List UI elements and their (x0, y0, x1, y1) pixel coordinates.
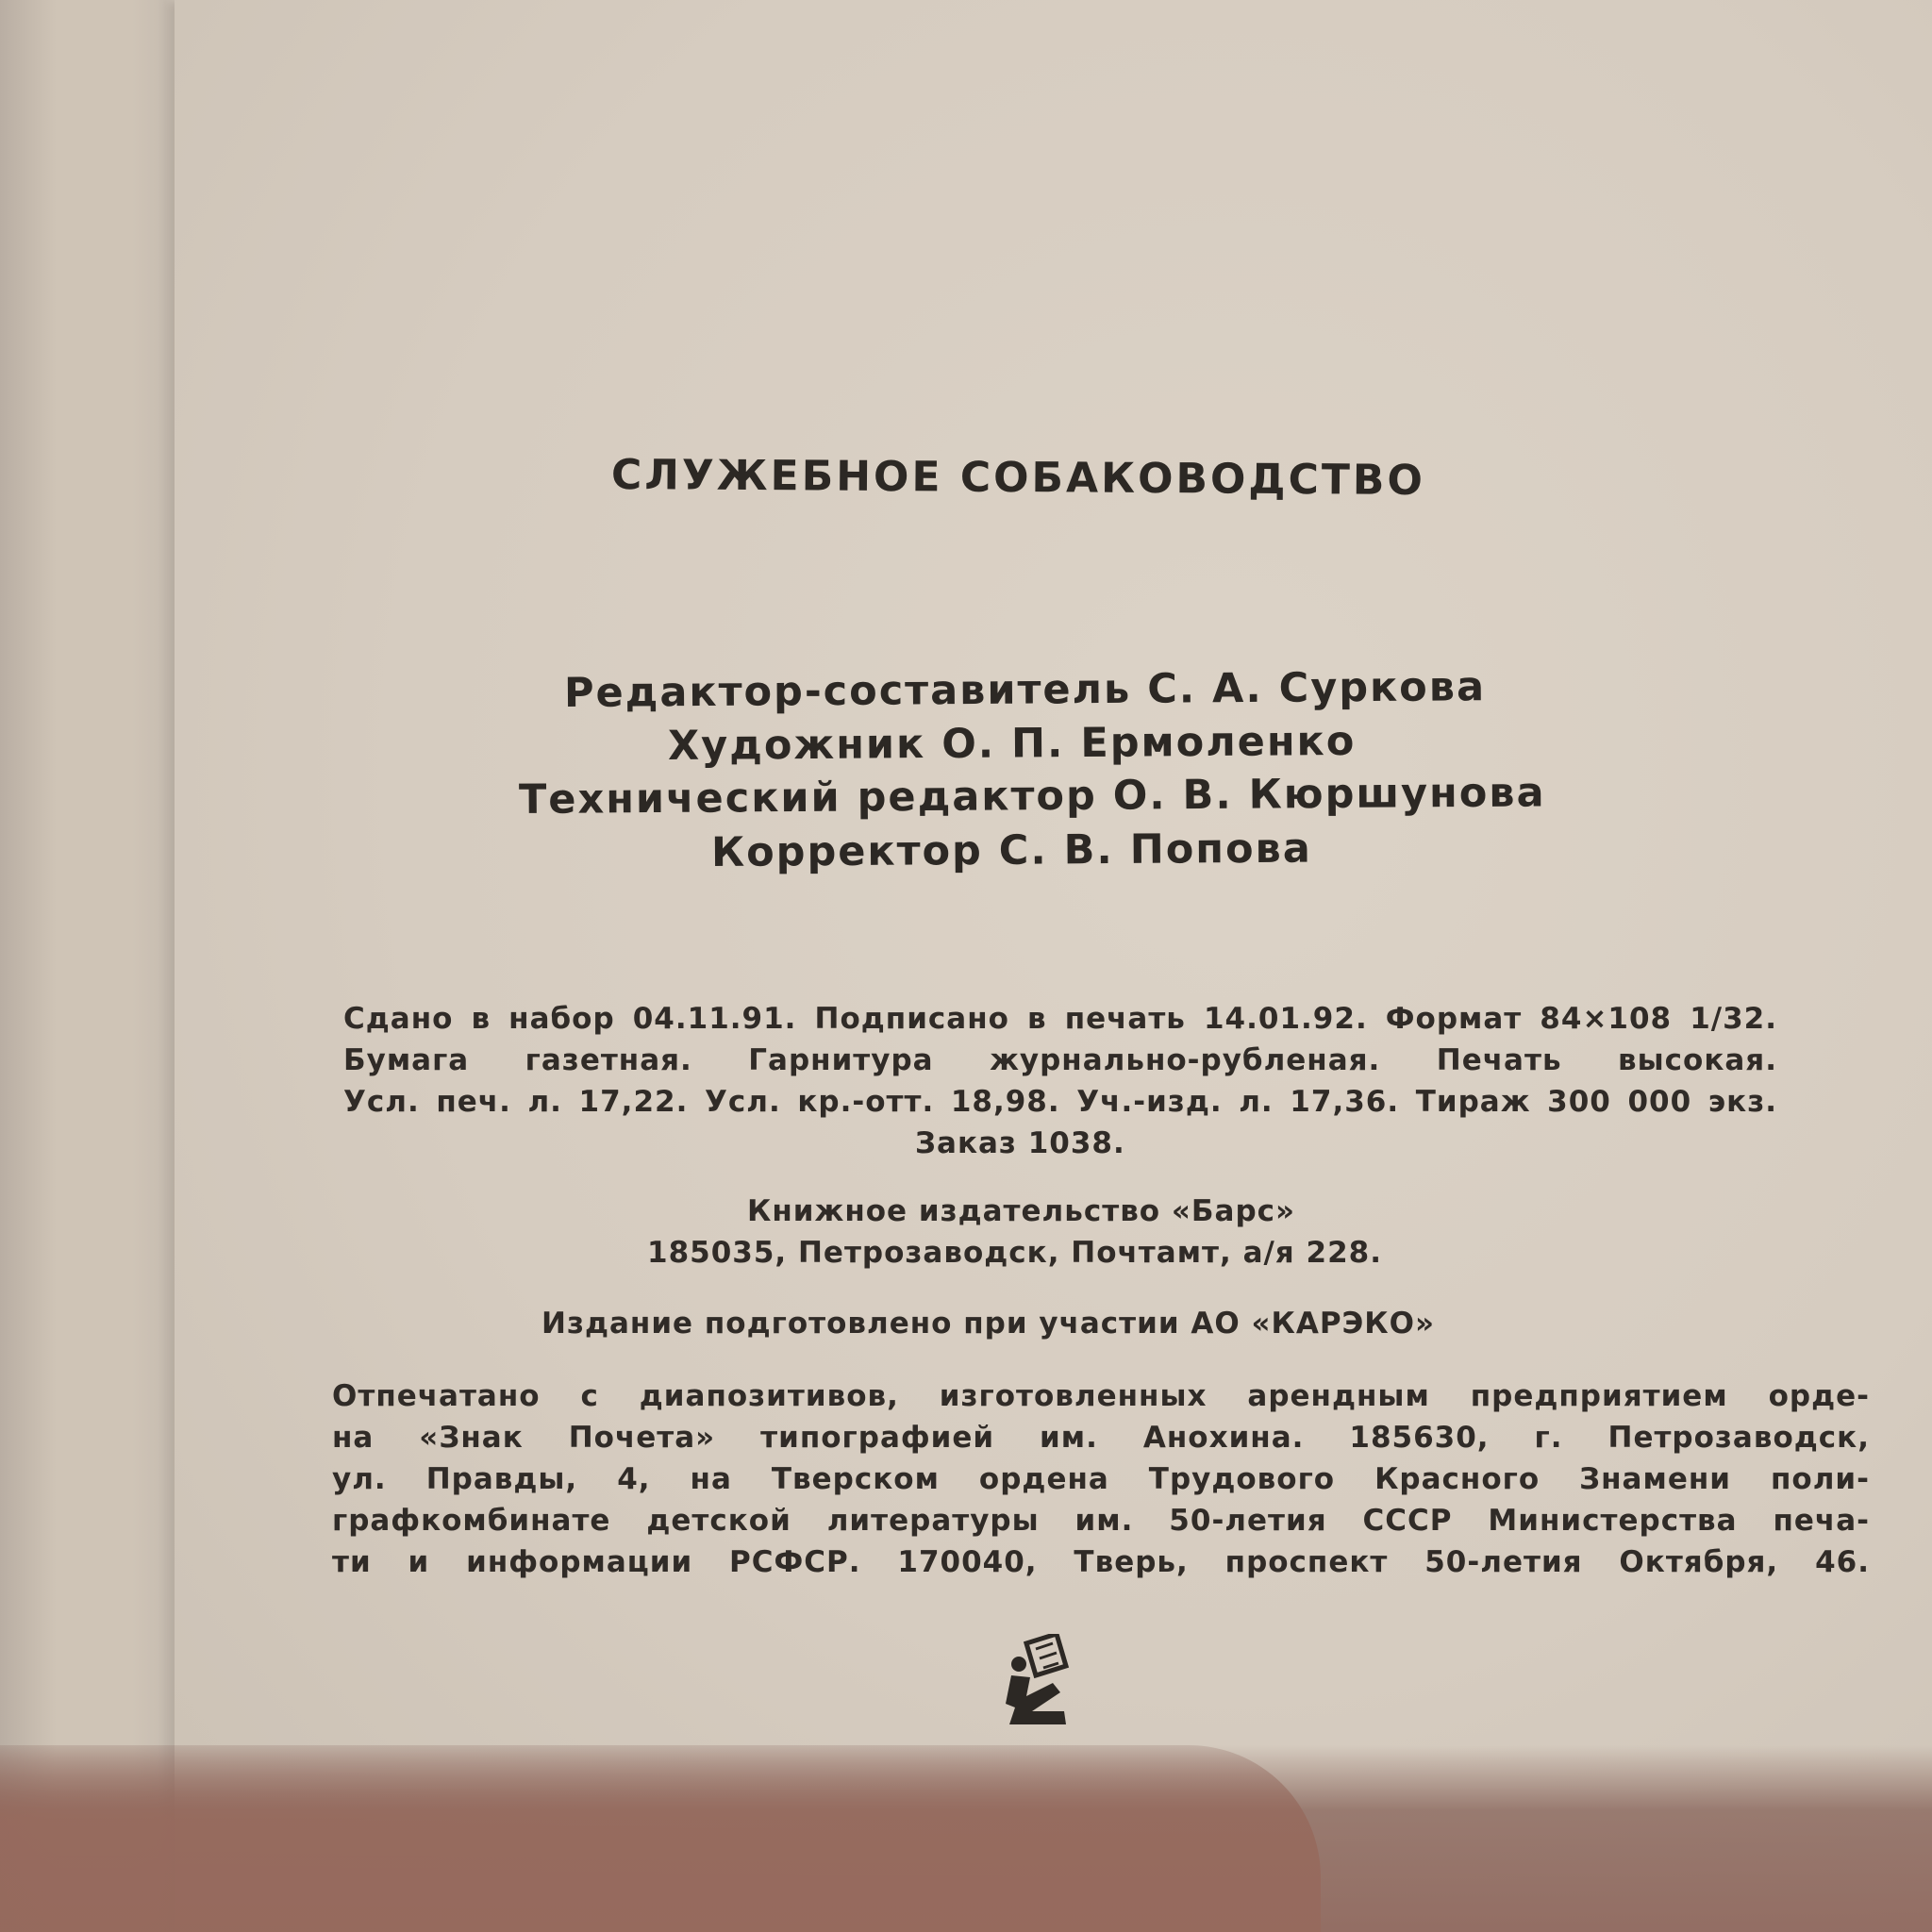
order-number: Заказ 1038. (915, 1126, 1125, 1160)
hand-shadow-left (0, 1745, 1321, 1932)
printing-details-line: Усл. печ. л. 17,22. Усл. кр.-отт. 18,98. Уч.-изд. л. 17,36. Тираж 300 000 экз. (343, 1085, 1777, 1119)
printing-details-line: Сдано в набор 04.11.91. Подписано в печать 14.01.92. Формат 84×108 1/32. (343, 1002, 1777, 1036)
credit-proofreader: Корректор С. В. Попова (710, 824, 1312, 876)
credit-artist: Художник О. П. Ермоленко (667, 717, 1357, 770)
printer-info-line: на «Знак Почета» типографией им. Анохина. 185630, г. Петрозаводск, (332, 1421, 1870, 1455)
printing-press-logo-icon (998, 1634, 1083, 1728)
printer-info-line: Отпечатано с диапозитивов, изготовленных арендным предприятием орде- (332, 1379, 1870, 1413)
credit-technical-editor: Технический редактор О. В. Кюршунова (518, 769, 1546, 824)
credit-editor-compiler: Редактор-составитель С. А. Суркова (563, 663, 1487, 717)
publisher-address: 185035, Петрозаводск, Почтамт, а/я 228. (647, 1236, 1382, 1270)
participation-note: Издание подготовлено при участии АО «КАРЭКО» (541, 1307, 1436, 1341)
book-title: СЛУЖЕБНОЕ СОБАКОВОДСТВО (610, 451, 1426, 506)
publisher-name: Книжное издательство «Барс» (747, 1194, 1296, 1228)
printing-details-line: Бумага газетная. Гарнитура журнально-рубленая. Печать высокая. (343, 1043, 1777, 1077)
printer-info-line: ти и информации РСФСР. 170040, Тверь, проспект 50-летия Октября, 46. (332, 1545, 1870, 1579)
printer-info-line: ул. Правды, 4, на Тверском ордена Трудового Красного Знамени поли- (332, 1462, 1870, 1496)
printer-info-line: графкомбинате детской литературы им. 50-летия СССР Министерства печа- (332, 1504, 1870, 1538)
